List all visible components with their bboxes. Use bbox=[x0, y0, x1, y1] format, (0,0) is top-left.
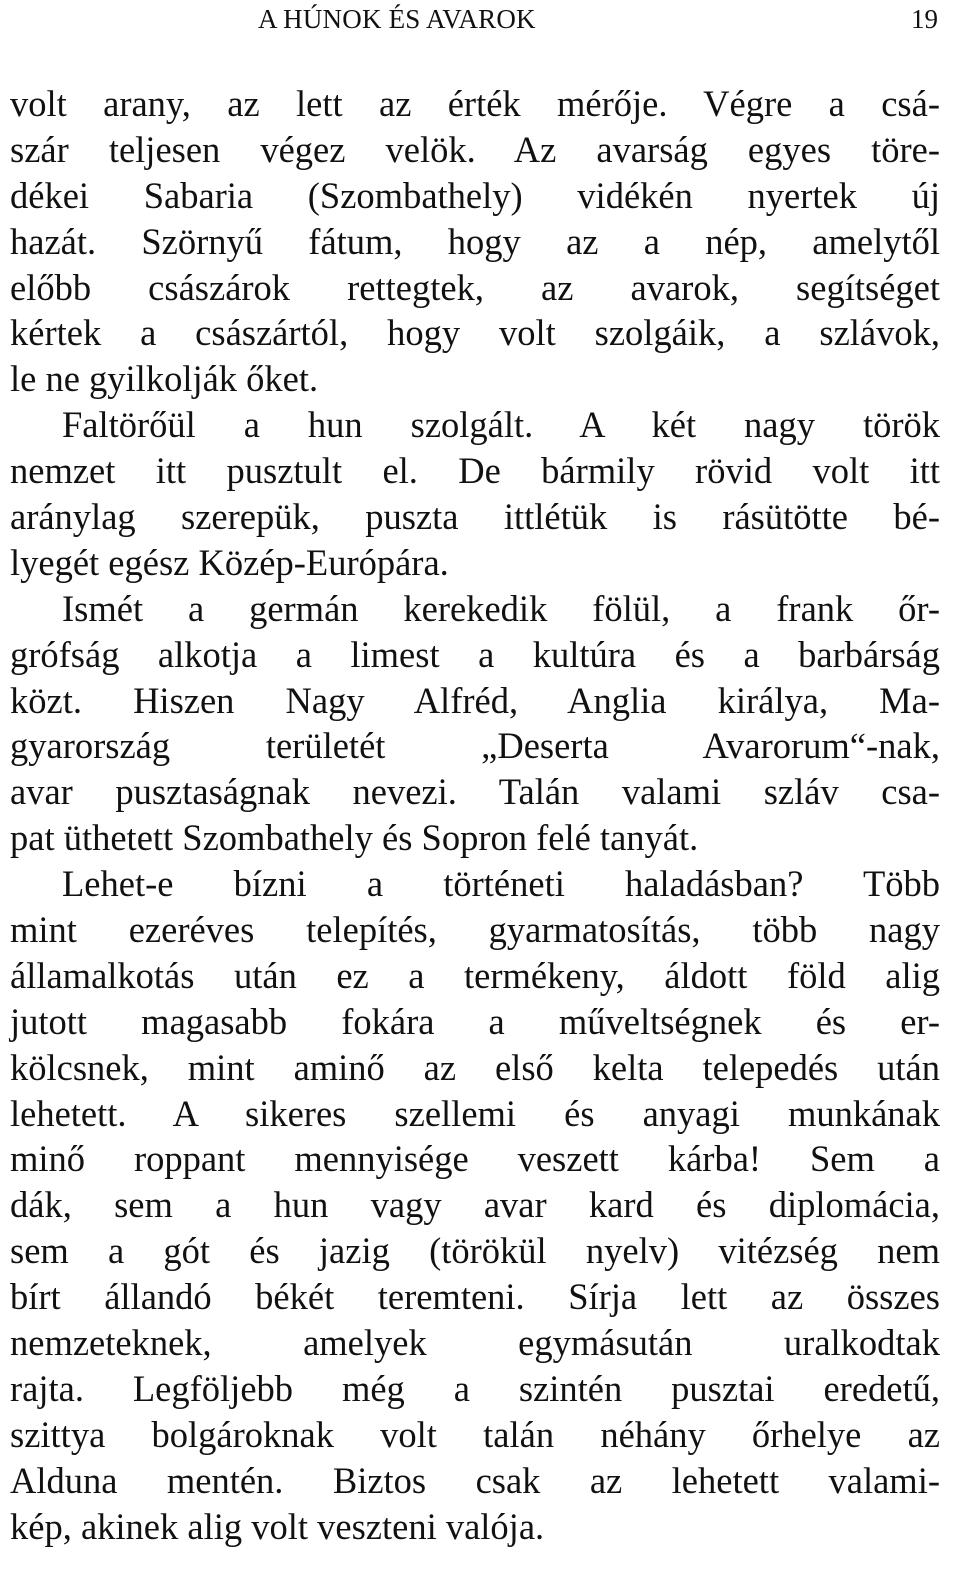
running-title: A HÚNOK ÉS AVAROK bbox=[258, 4, 536, 34]
text-line: kértek a császártól, hogy volt szolgáik, a szlávok, bbox=[10, 312, 940, 354]
text-line: jutott magasabb fokára a műveltségnek és er- bbox=[10, 1000, 940, 1042]
text-line: rajta. Legföljebb még a szintén pusztai eredetű, bbox=[10, 1367, 940, 1409]
text-line: előbb császárok rettegtek, az avarok, segítséget bbox=[10, 266, 940, 308]
text-line: grófság alkotja a limest a kultúra és a barbárság bbox=[10, 633, 940, 675]
text-line: pat üthetett Szombathely és Sopron felé tanyát. bbox=[10, 817, 699, 859]
text-line: közt. Hiszen Nagy Alfréd, Anglia királya, Ma- bbox=[10, 679, 940, 721]
page-number: 19 bbox=[911, 4, 938, 34]
text-line: aránylag szerepük, puszta ittlétük is rásütötte bé- bbox=[10, 496, 940, 538]
text-line: le ne gyilkolják őket. bbox=[10, 358, 319, 400]
text-line: Lehet-e bízni a történeti haladásban? Több bbox=[62, 863, 940, 905]
text-line: sem a gót és jazig (törökül nyelv) vitézség nem bbox=[10, 1230, 940, 1272]
text-line: Alduna mentén. Biztos csak az lehetett valami- bbox=[10, 1459, 940, 1501]
text-line: államalkotás után ez a termékeny, áldott föld alig bbox=[10, 954, 940, 996]
text-line: dák, sem a hun vagy avar kard és diplomácia, bbox=[10, 1184, 940, 1226]
text-line: volt arany, az lett az érték mérője. Végre a csá- bbox=[10, 83, 940, 124]
text-line: kölcsnek, mint aminő az első kelta telepedés után bbox=[10, 1046, 940, 1088]
text-line: minő roppant mennyisége veszett kárba! Sem a bbox=[10, 1138, 940, 1180]
text-line: nemzeteknek, amelyek egymásután uralkodtak bbox=[10, 1322, 940, 1364]
text-line: Ismét a germán kerekedik fölül, a frank őr- bbox=[62, 587, 940, 629]
text-line: dékei Sabaria (Szombathely) vidékén nyertek új bbox=[10, 174, 940, 216]
text-line: szár teljesen végez velök. Az avarság egyes töre- bbox=[10, 128, 940, 170]
text-line: Faltörőül a hun szolgált. A két nagy török bbox=[62, 404, 940, 446]
text-line: szittya bolgároknak volt talán néhány őrhelye az bbox=[10, 1413, 940, 1455]
running-header bbox=[0, 0, 960, 40]
text-line: nemzet itt pusztult el. De bármily rövid volt itt bbox=[10, 450, 940, 492]
text-line: lyegét egész Közép-Európára. bbox=[10, 541, 449, 583]
text-line: hazát. Szörnyű fátum, hogy az a nép, amelytől bbox=[10, 220, 940, 262]
text-line: bírt állandó békét teremteni. Sírja lett az összes bbox=[10, 1276, 940, 1318]
body-text bbox=[10, 81, 940, 1550]
text-line: gyarország területét „Deserta Avarorum“-nak, bbox=[10, 725, 940, 767]
text-line: kép, akinek alig volt veszteni valója. bbox=[10, 1505, 545, 1547]
text-line: avar pusztaságnak nevezi. Talán valami szláv csa- bbox=[10, 771, 940, 813]
text-line: mint ezeréves telepítés, gyarmatosítás, több nagy bbox=[10, 909, 940, 951]
text-line: lehetett. A sikeres szellemi és anyagi munkának bbox=[10, 1092, 940, 1134]
